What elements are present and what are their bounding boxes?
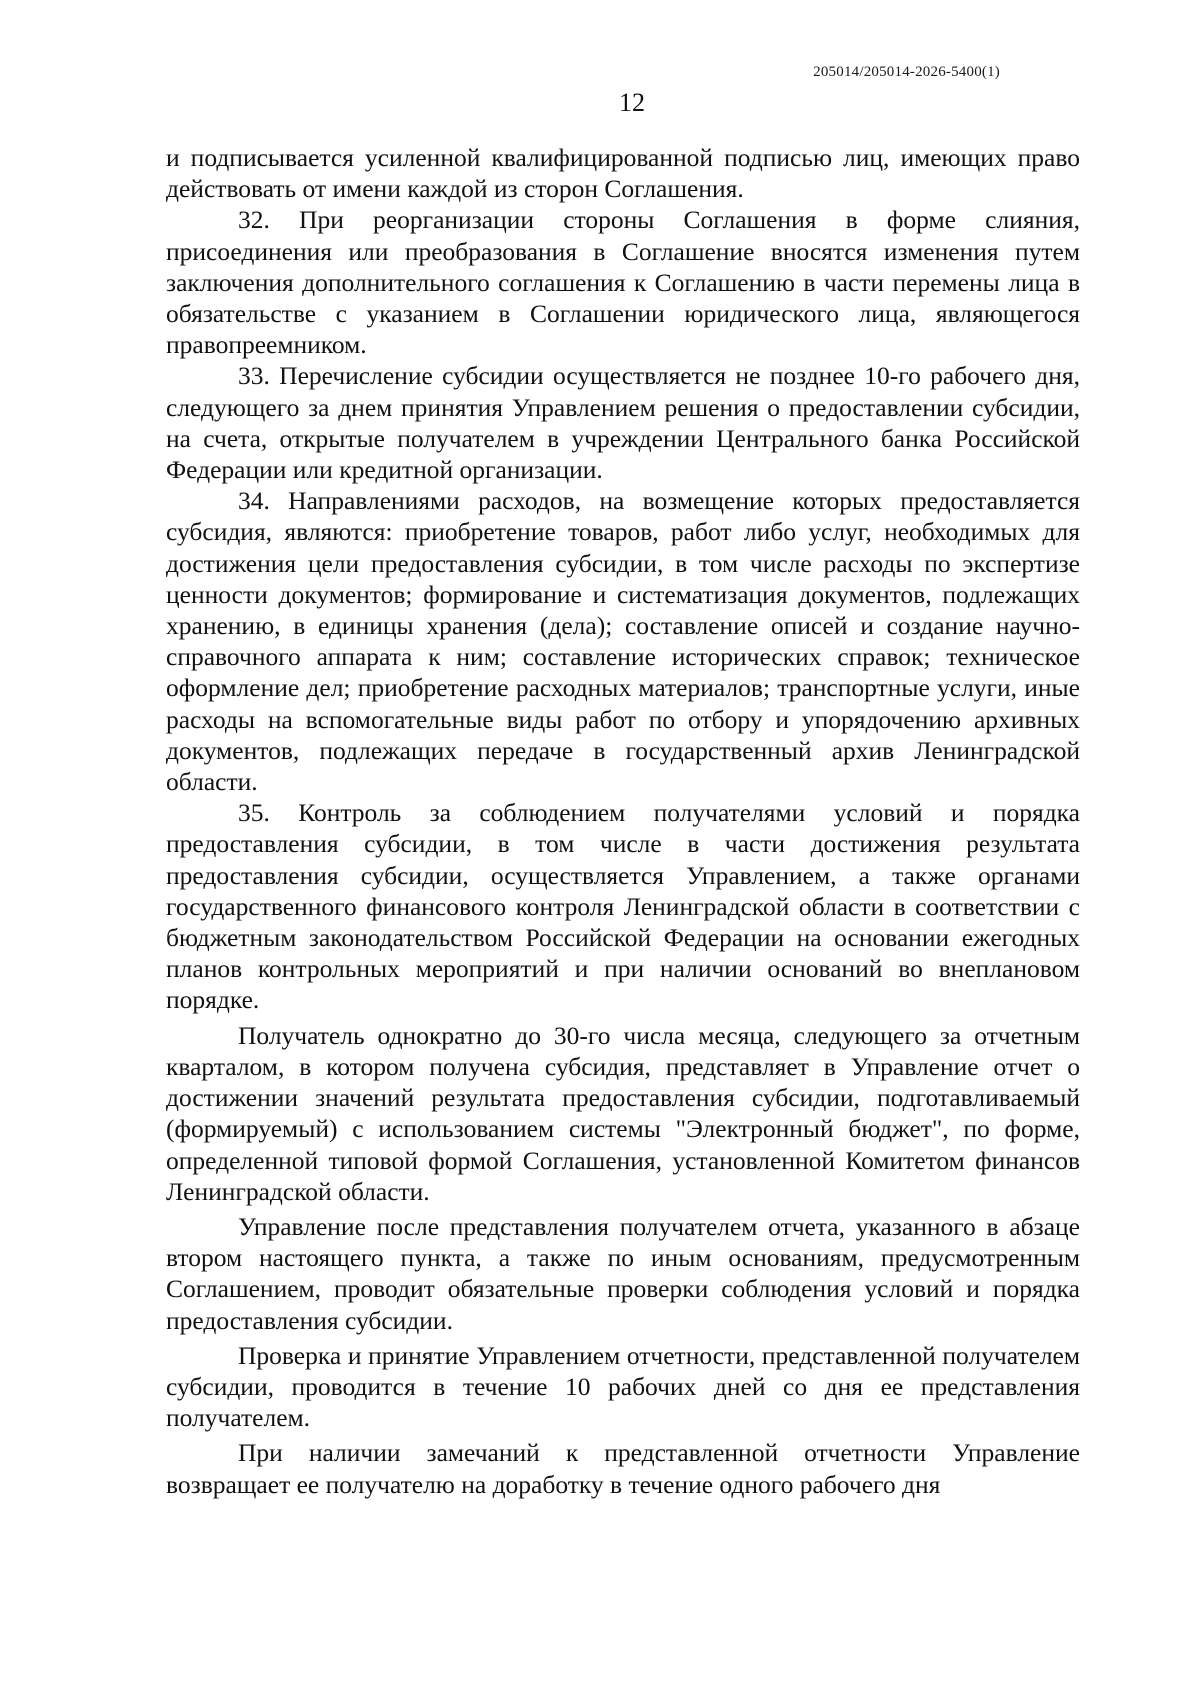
paragraph-34: 34. Направлениями расходов, на возмещение которых предоставляется субсидия, являются: приобретение товаров, работ либо услуг, необходимых для достижения цели предоставления субсидии, в том числе расходы по экспертизе ценности документов; формирование и систематизация документов, подлежащих хранению, в единицы хранения (дела); составление описей и создание научно-справочного аппарата к ним; составление исторических справок; техническое оформление дел; приобретение расходных материалов; транспортные услуги, иные расходы на вспомогательные виды работ по отбору и упорядочению архивных документов, подлежащих передаче в государственный архив Ленинградской области.	[166, 486, 1080, 797]
paragraph-report-submission: Получатель однократно до 30-го числа месяца, следующего за отчетным кварталом, в котором получена субсидия, представляет в Управление отчет о достижении значений результата предоставления субсидии, подготавливаемый (формируемый) с использованием системы "Электронный бюджет", по форме, определенной типовой формой Соглашения, установленной Комитетом финансов Ленинградской области.	[166, 1020, 1080, 1206]
document-id: 205014/205014-2026-5400(1)	[813, 64, 1000, 80]
paragraph-33: 33. Перечисление субсидии осуществляется не позднее 10-го рабочего дня, следующего за днем принятия Управлением решения о предоставлении субсидии, на счета, открытые получателем в учреждении Центрального банка Российской Федерации или кредитной организации.	[166, 361, 1080, 485]
paragraph-inspection: Управление после представления получателем отчета, указанного в абзаце втором настоящего пункта, а также по иным основаниям, предусмотренным Соглашением, проводит обязательные проверки соблюдения условий и порядка предоставления субсидии.	[166, 1211, 1080, 1335]
paragraph-continuation: и подписывается усиленной квалифицированной подписью лиц, имеющих право действовать от имени каждой из сторон Соглашения.	[166, 143, 1080, 204]
document-body	[166, 142, 1080, 1500]
paragraph-32: 32. При реорганизации стороны Соглашения в форме слияния, присоединения или преобразования в Соглашение вносятся изменения путем заключения дополнительного соглашения к Соглашению в части перемены лица в обязательстве с указанием в Соглашении юридического лица, являющегося правопреемником.	[166, 205, 1080, 360]
paragraph-report-acceptance: Проверка и принятие Управлением отчетности, представленной получателем субсидии, проводится в течение 10 рабочих дней со дня ее представления получателем.	[166, 1340, 1080, 1433]
page-number: 12	[619, 88, 645, 117]
paragraph-report-return: При наличии замечаний к представленной отчетности Управление возвращает ее получателю на доработку в течение одного рабочего дня	[166, 1438, 1080, 1499]
paragraph-35: 35. Контроль за соблюдением получателями условий и порядка предоставления субсидии, в том числе в части достижения результата предоставления субсидии, осуществляется Управлением, а также органами государственного финансового контроля Ленинградской области в соответствии с бюджетным законодательством Российской Федерации на основании ежегодных планов контрольных мероприятий и при наличии оснований во внеплановом порядке.	[166, 798, 1080, 1015]
